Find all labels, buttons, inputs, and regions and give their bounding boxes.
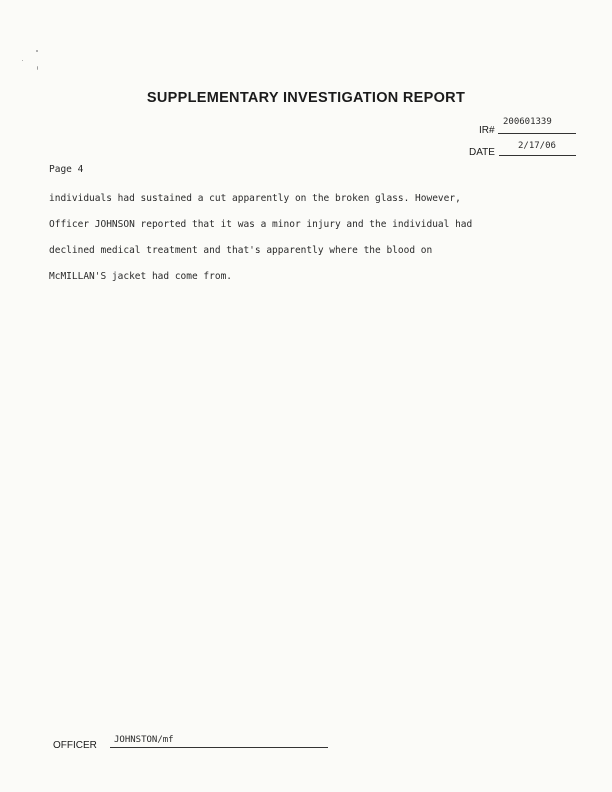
scan-speck (36, 50, 38, 52)
date-label: DATE (469, 147, 495, 158)
officer-value: JOHNSTON/mf (114, 735, 174, 745)
officer-signature-line (110, 747, 328, 748)
report-title: SUPPLEMENTARY INVESTIGATION REPORT (146, 90, 466, 106)
ir-number-value: 200601339 (503, 117, 552, 127)
body-line: individuals had sustained a cut apparently on the broken glass. However, (49, 193, 461, 204)
body-line: declined medical treatment and that's apparently where the blood on (49, 245, 433, 256)
date-value: 2/17/06 (518, 141, 556, 151)
officer-label: OFFICER (53, 740, 97, 751)
scan-speck (22, 60, 23, 61)
ir-number-line (498, 133, 576, 134)
date-line (499, 155, 576, 156)
page-number: Page 4 (49, 164, 84, 175)
body-line: McMILLAN'S jacket had come from. (49, 271, 233, 282)
report-body (49, 186, 569, 290)
body-line: Officer JOHNSON reported that it was a minor injury and the individual had (49, 219, 473, 230)
ir-number-label: IR# (479, 125, 495, 136)
scan-speck (37, 66, 38, 70)
